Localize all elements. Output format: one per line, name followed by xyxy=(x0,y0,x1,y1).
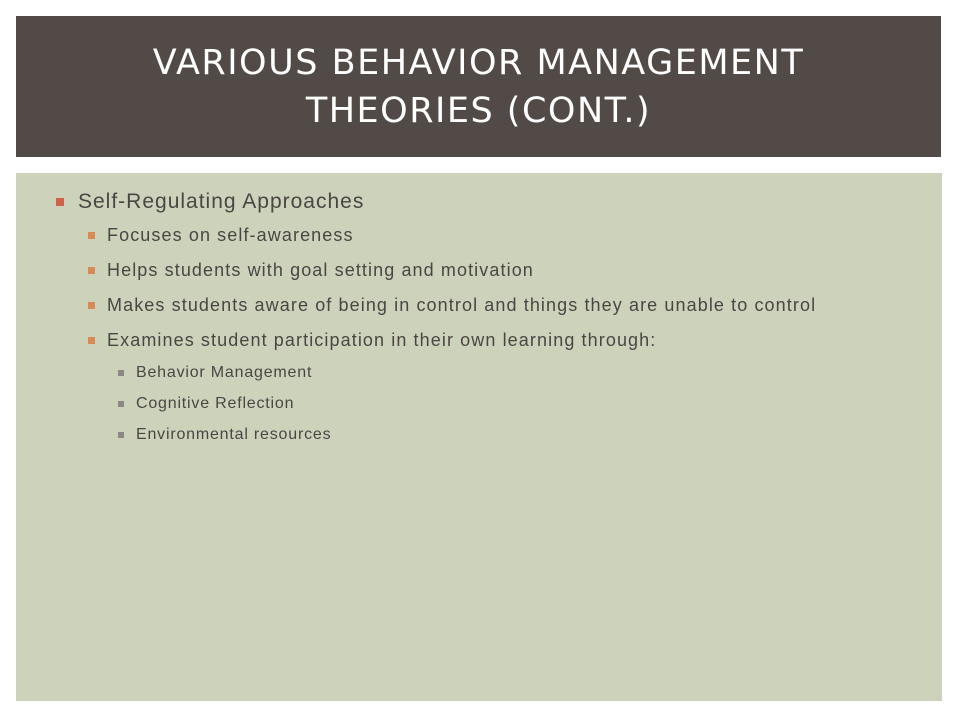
square-bullet-icon xyxy=(88,267,95,274)
sub-bullet xyxy=(88,326,906,355)
square-bullet-icon xyxy=(88,232,95,239)
sub-bullet xyxy=(88,256,906,285)
sub-bullet xyxy=(88,221,906,250)
square-bullet-icon xyxy=(118,432,124,438)
square-bullet-icon xyxy=(88,337,95,344)
sub-sub-bullet xyxy=(118,392,906,416)
sub-bullet-text: Examines student participation in their own learning through: xyxy=(107,330,657,350)
sub-sub-bullet-text: Cognitive Reflection xyxy=(136,395,295,412)
bullet-list xyxy=(56,187,906,454)
square-bullet-icon xyxy=(88,302,95,309)
sub-sub-bullet-text: Behavior Management xyxy=(136,364,313,381)
bullet-main-text: Self-Regulating Approaches xyxy=(78,190,365,213)
sub-bullet-text: Helps students with goal setting and motivation xyxy=(107,260,534,280)
slide-title: VARIOUS BEHAVIOR MANAGEMENT THEORIES (CONT.) xyxy=(152,42,805,131)
bullet-main xyxy=(56,187,906,217)
sub-sub-bullet-text: Environmental resources xyxy=(136,426,332,443)
sub-bullet xyxy=(88,291,906,320)
square-bullet-icon xyxy=(118,370,124,376)
sub-sub-bullet xyxy=(118,361,906,385)
square-bullet-icon xyxy=(118,401,124,407)
square-bullet-icon xyxy=(56,198,64,206)
title-bar xyxy=(16,16,941,157)
sub-sub-bullet xyxy=(118,423,906,447)
sub-bullet-text: Makes students aware of being in control and things they are unable to control xyxy=(107,295,817,315)
sub-bullet-text: Focuses on self-awareness xyxy=(107,225,354,245)
content-panel xyxy=(16,173,942,701)
